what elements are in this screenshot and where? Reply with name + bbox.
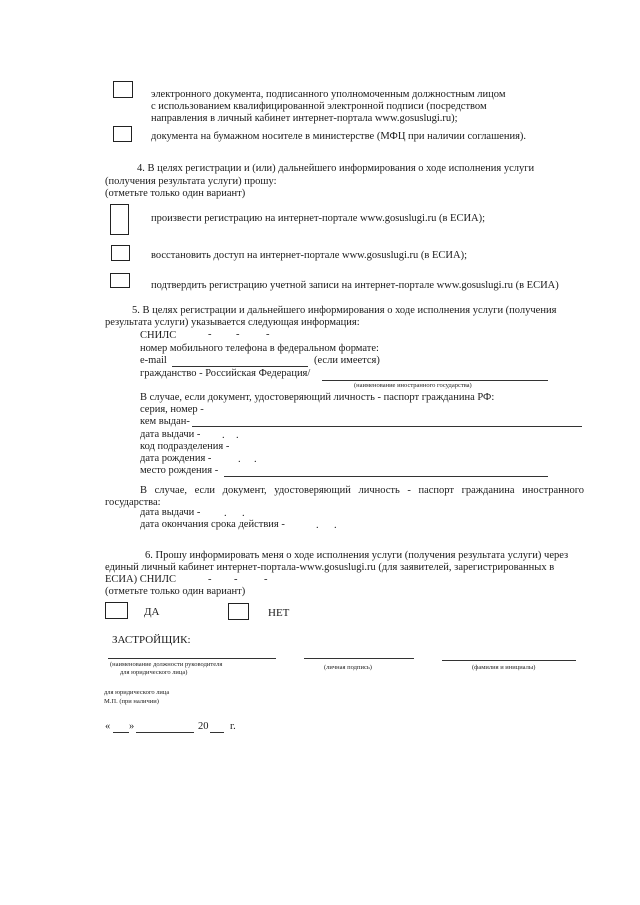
issued-by-label: кем выдан- [140,416,190,427]
legal-entity-note: для юридического лица [104,689,170,696]
checkbox-restore-access[interactable] [111,245,130,261]
option-electronic-line2: с использованием квалифицированной электронной подписи (посредством [151,101,487,112]
signature-field[interactable] [304,658,414,659]
email-label: e-mail [140,355,167,366]
foreign-passport-line2: государства: [105,497,161,508]
checkbox-electronic-document[interactable] [113,81,133,98]
developer-label: ЗАСТРОЙЩИК: [112,634,191,646]
yes-label: ДА [144,606,160,618]
checkbox-paper-document[interactable] [113,126,132,142]
date-dot: . [238,454,241,465]
personal-signature-hint: (личная подпись) [324,664,372,671]
position-hint-line2: для юридического лица) [120,669,188,676]
no-label: НЕТ [268,607,290,619]
section4-heading-line1: 4. В целях регистрации и (или) дальнейшего информирования о ходе исполнения услуги [137,163,535,174]
date-dot: . [222,430,225,441]
foreign-passport-line1: В случае, если документ, удостоверяющий личность - паспорт гражданина иностранного [140,485,584,496]
name-initials-hint: (фамилия и инициалы) [472,664,536,671]
date-dot: . [316,520,319,531]
foreign-issue-date-label: дата выдачи - [140,507,201,518]
name-field[interactable] [442,660,576,661]
phone-label: номер мобильного телефона в федеральном формате: [140,343,379,354]
date-open-quote: « [105,721,111,732]
date-close-quote: » [129,721,135,732]
snils-separator: - [264,574,268,585]
option-confirm-registration: подтвердить регистрацию учетной записи на интернет-портале www.gosuslugi.ru (в ЕСИА) [151,280,559,291]
checkbox-confirm-registration[interactable] [110,273,130,288]
issue-date-label: дата выдачи - [140,429,201,440]
issued-by-field[interactable] [192,426,582,427]
department-code-label: код подразделения - [140,441,230,452]
date-dot: . [334,520,337,531]
year-suffix: г. [230,721,236,732]
section6-line3: ЕСИА) СНИЛС [105,574,176,585]
option-electronic-line3: направления в личный кабинет интернет-портала www.gosuslugi.ru); [151,113,458,124]
birth-place-field[interactable] [224,476,548,477]
foreign-expiry-label: дата окончания срока действия - [140,519,285,530]
section6-note: (отметьте только один вариант) [105,586,246,597]
date-dot: . [242,508,245,519]
birth-place-label: место рождения - [140,465,219,476]
year-field[interactable] [210,732,224,733]
email-field[interactable] [172,366,308,367]
seal-note: М.П. (при наличии) [104,698,159,705]
foreign-state-hint: (наименование иностранного государства) [354,382,472,389]
option-register-portal: произвести регистрацию на интернет-портале www.gosuslugi.ru (в ЕСИА); [151,213,486,224]
month-field[interactable] [136,732,194,733]
snils-separator: - [236,329,240,340]
option-restore-access: восстановить доступ на интернет-портале www.gosuslugi.ru (в ЕСИА); [151,250,468,261]
checkbox-yes[interactable] [105,602,128,619]
year-prefix: 20 [198,721,209,732]
citizenship-label: гражданство - Российская Федерация/ [140,368,311,379]
section4-note: (отметьте только один вариант) [105,188,246,199]
birth-date-label: дата рождения - [140,453,212,464]
snils-label: СНИЛС [140,330,177,341]
option-paper-document: документа на бумажном носителе в министерстве (МФЦ при наличии соглашения). [151,131,527,142]
snils-separator: - [266,329,270,340]
snils-separator: - [234,574,238,585]
section6-line1: 6. Прошу информировать меня о ходе исполнения услуги (получения результата услуги) через [145,550,569,561]
section6-line2: единый личный кабинет интернет-портала-www.gosuslugi.ru (для заявителей, зарегистрированных в [105,562,555,573]
section5-heading-line1: 5. В целях регистрации и дальнейшего информирования о ходе исполнения услуги (получения [132,305,557,316]
checkbox-no[interactable] [228,603,249,620]
date-dot: . [254,454,257,465]
passport-series-label: серия, номер - [140,404,204,415]
rf-passport-heading: В случае, если документ, удостоверяющий личность - паспорт гражданина РФ: [140,392,495,403]
date-dot: . [224,508,227,519]
option-electronic-line1: электронного документа, подписанного уполномоченным должностным лицом [151,89,506,100]
day-field[interactable] [113,732,129,733]
position-field[interactable] [108,658,276,659]
date-dot: . [236,430,239,441]
snils-separator: - [208,329,212,340]
email-note: (если имеется) [314,355,380,366]
section5-heading-line2: результата услуги) указывается следующая информация: [105,317,360,328]
foreign-state-field[interactable] [322,380,548,381]
snils-separator: - [208,574,212,585]
position-hint-line1: (наименование должности руководителя [110,661,223,668]
checkbox-register-portal[interactable] [110,204,129,235]
section4-heading-line2: (получения результата услуги) прошу: [105,176,277,187]
